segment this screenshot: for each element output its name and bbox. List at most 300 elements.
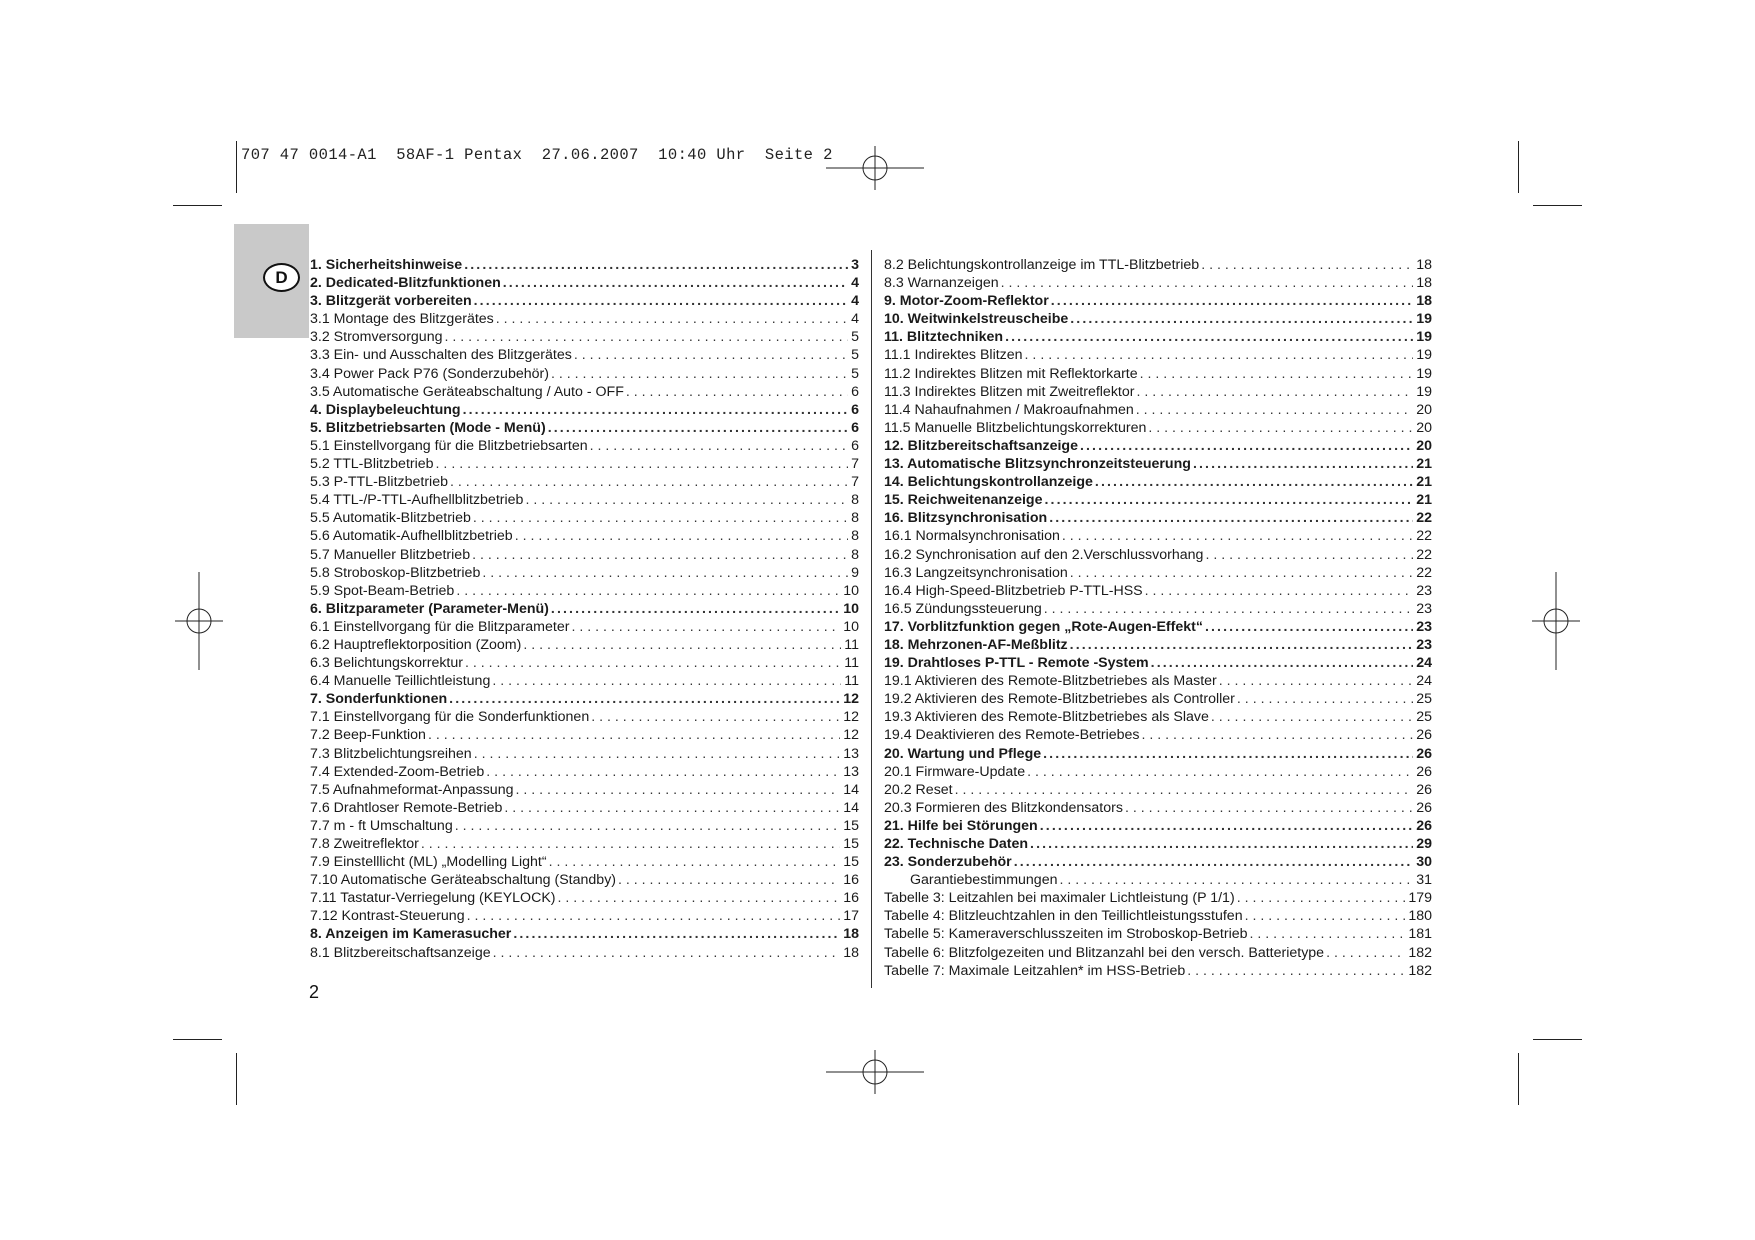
toc-dot-leader (548, 419, 848, 437)
toc-entry-label: 21. Hilfe bei Störungen (884, 817, 1038, 834)
toc-entry-page: 19 (1416, 383, 1432, 400)
toc-dot-leader (473, 509, 848, 527)
toc-entry-label: Tabelle 3: Leitzahlen bei maximaler Lichtleistung (P 1/1) (884, 890, 1235, 907)
toc-entry-label: Tabelle 5: Kameraverschlusszeiten im Stroboskop-Betrieb (884, 926, 1248, 943)
toc-entry-page: 12 (843, 691, 859, 708)
toc-entry-page: 18 (1416, 257, 1432, 273)
toc-entry[interactable] (884, 853, 1432, 871)
language-badge: D (263, 263, 300, 292)
toc-entry-label: 5.8 Stroboskop-Blitzbetrieb (310, 564, 481, 581)
toc-entry-page: 17 (843, 908, 859, 925)
toc-entry-label: 6.3 Belichtungskorrektur (310, 655, 463, 672)
toc-entry-page: 8 (851, 492, 859, 509)
toc-entry-label: 8.3 Warnanzeigen (884, 275, 999, 292)
toc-entry[interactable] (884, 618, 1432, 636)
toc-entry[interactable] (310, 835, 859, 853)
toc-entry[interactable] (310, 654, 859, 672)
toc-entry[interactable] (310, 310, 859, 328)
toc-dot-leader (463, 401, 849, 419)
toc-entry-label: 11.3 Indirektes Blitzen mit Zweitreflektor (884, 383, 1135, 400)
toc-entry[interactable] (310, 781, 859, 799)
toc-dot-leader (504, 799, 840, 817)
toc-entry-page: 25 (1416, 691, 1432, 708)
toc-entry-page: 8 (851, 528, 859, 545)
toc-entry-label: 5.1 Einstellvorgang für die Blitzbetriebsarten (310, 437, 588, 454)
toc-entry-label: 11.5 Manuelle Blitzbelichtungskorrekturen (884, 419, 1147, 436)
print-slug: 707 47 0014-A1 58AF-1 Pentax 27.06.2007 10:40 Uhr Seite 2 (241, 146, 833, 164)
toc-entry-page: 5 (851, 365, 859, 382)
toc-dot-leader (1030, 835, 1413, 853)
toc-entry-page: 19 (1416, 365, 1432, 382)
toc-entry[interactable] (310, 944, 859, 962)
toc-entry-page: 22 (1416, 510, 1432, 527)
toc-entry-page: 15 (843, 817, 859, 834)
toc-entry-page: 10 (843, 582, 859, 599)
toc-dot-leader (421, 835, 840, 853)
toc-dot-leader (1245, 907, 1406, 925)
toc-entry[interactable] (884, 383, 1432, 401)
toc-entry[interactable] (310, 564, 859, 582)
toc-entry-page: 11 (844, 673, 859, 690)
toc-entry[interactable] (884, 437, 1432, 455)
toc-entry-page: 20 (1416, 437, 1432, 454)
toc-entry-page: 26 (1416, 727, 1432, 744)
toc-entry[interactable] (884, 328, 1432, 346)
toc-entry-label: 8.2 Belichtungskontrollanzeige im TTL-Blitzbetrieb (884, 257, 1200, 273)
toc-entry-label: 11. Blitztechniken (884, 329, 1004, 346)
toc-dot-leader (1145, 582, 1414, 600)
toc-entry-label: 3.1 Montage des Blitzgerätes (310, 311, 494, 328)
toc-entry-label: 20. Wartung und Pflege (884, 745, 1042, 762)
toc-entry-page: 11 (844, 655, 859, 672)
registration-mark-top (826, 146, 924, 190)
toc-entry-page: 26 (1416, 763, 1432, 780)
toc-entry[interactable] (310, 346, 859, 364)
toc-entry-label: 12. Blitzbereitschaftsanzeige (884, 437, 1078, 454)
toc-entry-page: 13 (843, 745, 859, 762)
toc-entry[interactable] (310, 419, 859, 437)
toc-entry[interactable] (310, 726, 859, 744)
toc-entry-label: Tabelle 6: Blitzfolgezeiten und Blitzanzahl bei den versch. Batterietype (884, 944, 1325, 961)
toc-entry-label: 3. Blitzgerät vorbereiten (310, 293, 472, 310)
toc-entry-page: 26 (1416, 781, 1432, 798)
toc-entry-page: 7 (851, 456, 859, 473)
toc-dot-leader (474, 745, 841, 763)
toc-dot-leader (467, 907, 841, 925)
toc-entry[interactable] (884, 256, 1432, 274)
toc-entry-page: 21 (1416, 492, 1432, 509)
toc-dot-leader (455, 817, 841, 835)
registration-mark-right (1532, 572, 1580, 670)
toc-entry-page: 180 (1408, 908, 1432, 925)
toc-entry-label: 5.9 Spot-Beam-Betrieb (310, 582, 455, 599)
toc-dot-leader (1187, 962, 1405, 980)
toc-entry-page: 20 (1416, 401, 1432, 418)
toc-entry-page: 18 (1416, 293, 1432, 310)
toc-entry[interactable] (884, 708, 1432, 726)
toc-entry-page: 181 (1408, 926, 1432, 943)
toc-entry[interactable] (884, 491, 1432, 509)
toc-entry-label: Tabelle 4: Blitzleuchtzahlen in den Teillichtleistungsstufen (884, 908, 1243, 925)
toc-dot-leader (1326, 944, 1405, 962)
toc-dot-leader (549, 853, 841, 871)
toc-entry-page: 4 (851, 311, 859, 328)
toc-entry-page: 18 (843, 926, 859, 943)
toc-entry-page: 26 (1416, 817, 1432, 834)
toc-dot-leader (428, 726, 840, 744)
toc-entry-label: 3.3 Ein- und Ausschalten des Blitzgerätes (310, 347, 572, 364)
toc-entry-label: 7.11 Tastatur-Verriegelung (KEYLOCK) (310, 890, 556, 907)
toc-entry-label: 5. Blitzbetriebsarten (Mode - Menü) (310, 419, 546, 436)
toc-dot-leader (492, 672, 841, 690)
toc-entry-page: 179 (1408, 890, 1432, 907)
toc-entry-page: 5 (851, 329, 859, 346)
toc-dot-leader (1125, 799, 1413, 817)
toc-entry-page: 14 (843, 799, 859, 816)
toc-entry[interactable] (310, 799, 859, 817)
toc-entry-page: 15 (843, 836, 859, 852)
toc-entry[interactable] (310, 491, 859, 509)
registration-mark-left (175, 572, 223, 670)
toc-entry[interactable] (884, 365, 1432, 383)
toc-entry-label: 13. Automatische Blitzsynchronzeitsteuerung (884, 456, 1191, 473)
toc-entry[interactable] (310, 889, 859, 907)
toc-entry[interactable] (884, 907, 1432, 925)
toc-dot-leader (1211, 708, 1413, 726)
toc-dot-leader (1237, 690, 1413, 708)
toc-entry-label: 7.8 Zweitreflektor (310, 836, 419, 852)
toc-entry[interactable] (310, 745, 859, 763)
toc-entry-page: 16 (843, 872, 859, 889)
toc-entry[interactable] (310, 871, 859, 889)
toc-entry[interactable] (884, 546, 1432, 564)
toc-entry-label: 5.6 Automatik-Aufhellblitzbetrieb (310, 528, 513, 545)
toc-dot-leader (1005, 328, 1413, 346)
toc-dot-leader (444, 328, 848, 346)
toc-entry-label: 16.3 Langzeitsynchronisation (884, 564, 1068, 581)
toc-entry-page: 22 (1416, 546, 1432, 563)
toc-entry-label: 3.4 Power Pack P76 (Sonderzubehör) (310, 365, 549, 382)
toc-entry-page: 22 (1416, 528, 1432, 545)
toc-entry-label: 7.9 Einstelllicht (ML) „Modelling Light“ (310, 854, 547, 871)
toc-dot-leader (493, 944, 841, 962)
toc-entry-label: 7.12 Kontrast-Steuerung (310, 908, 465, 925)
toc-entry-label: 5.4 TTL-/P-TTL-Aufhellblitzbetrieb (310, 492, 524, 509)
toc-entry-page: 182 (1408, 962, 1432, 979)
toc-dot-leader (1142, 726, 1414, 744)
toc-entry[interactable] (310, 618, 859, 636)
toc-entry[interactable] (310, 527, 859, 545)
toc-entry-page: 31 (1416, 872, 1432, 889)
toc-dot-leader (1219, 672, 1413, 690)
toc-entry-page: 14 (843, 781, 859, 798)
toc-entry[interactable] (310, 600, 859, 618)
toc-entry-page: 12 (843, 709, 859, 726)
toc-dot-leader (1205, 618, 1413, 636)
toc-entry[interactable] (310, 274, 859, 292)
toc-entry-label: 19. Drahtloses P-TTL - Remote -System (884, 655, 1149, 672)
toc-entry[interactable] (310, 636, 859, 654)
toc-dot-leader (571, 618, 840, 636)
toc-entry-label: 5.5 Automatik-Blitzbetrieb (310, 510, 471, 527)
toc-entry-page: 13 (843, 763, 859, 780)
toc-entry-page: 10 (843, 618, 859, 635)
toc-dot-leader (1070, 310, 1413, 328)
toc-entry-page: 8 (851, 510, 859, 527)
toc-entry-page: 24 (1416, 655, 1432, 672)
toc-entry-label: 6. Blitzparameter (Parameter-Menü) (310, 600, 549, 617)
toc-entry-page: 23 (1416, 582, 1432, 599)
toc-entry[interactable] (884, 763, 1432, 781)
toc-entry-page: 6 (851, 437, 859, 454)
toc-entry[interactable] (884, 509, 1432, 527)
toc-entry[interactable] (884, 401, 1432, 419)
toc-entry-page: 19 (1416, 347, 1432, 364)
toc-dot-leader (574, 346, 848, 364)
toc-entry-page: 19 (1416, 311, 1432, 328)
toc-entry-label: 7.2 Beep-Funktion (310, 727, 426, 744)
toc-entry-page: 15 (843, 854, 859, 871)
toc-dot-leader (449, 690, 840, 708)
page-number: 2 (309, 982, 320, 1002)
toc-entry-label: 8. Anzeigen im Kamerasucher (310, 926, 512, 943)
toc-entry[interactable] (884, 600, 1432, 618)
toc-entry[interactable] (310, 690, 859, 708)
toc-dot-leader (1059, 871, 1413, 889)
toc-entry[interactable] (884, 871, 1432, 889)
toc-entry[interactable] (310, 708, 859, 726)
toc-dot-leader (1001, 274, 1414, 292)
toc-entry-page: 26 (1416, 799, 1432, 816)
toc-entry-label: 16.2 Synchronisation auf den 2.Verschlussvorhang (884, 546, 1204, 563)
toc-dot-leader (1201, 256, 1413, 274)
toc-entry-page: 6 (851, 419, 859, 436)
toc-dot-leader (1051, 292, 1413, 310)
toc-entry-label: 9. Motor-Zoom-Reflektor (884, 293, 1049, 310)
toc-entry-label: 7.7 m - ft Umschaltung (310, 817, 453, 834)
toc-dot-leader (1044, 600, 1413, 618)
toc-entry[interactable] (310, 546, 859, 564)
toc-entry[interactable] (884, 473, 1432, 491)
toc-dot-leader (456, 582, 840, 600)
toc-entry[interactable] (884, 564, 1432, 582)
toc-dot-leader (450, 473, 848, 491)
toc-entry-label: 7.1 Einstellvorgang für die Sonderfunktionen (310, 709, 590, 726)
toc-entry[interactable] (310, 292, 859, 310)
toc-entry-page: 6 (851, 383, 859, 400)
toc-entry[interactable] (884, 636, 1432, 654)
toc-entry[interactable] (884, 346, 1432, 364)
toc-dot-leader (551, 600, 840, 618)
toc-dot-leader (1043, 745, 1413, 763)
toc-entry-label: 20.2 Reset (884, 781, 953, 798)
toc-entry-page: 9 (851, 564, 859, 581)
toc-entry[interactable] (310, 853, 859, 871)
toc-entry-label: 7.10 Automatische Geräteabschaltung (Standby) (310, 872, 617, 889)
toc-entry-label: 1. Sicherheitshinweise (310, 257, 463, 273)
toc-entry-label: 11.1 Indirektes Blitzen (884, 347, 1023, 364)
toc-entry-label: 8.1 Blitzbereitschaftsanzeige (310, 944, 491, 961)
toc-entry-label: 14. Belichtungskontrollanzeige (884, 474, 1093, 491)
toc-entry[interactable] (884, 690, 1432, 708)
toc-entry-page: 7 (851, 474, 859, 491)
toc-entry-page: 23 (1416, 600, 1432, 617)
toc-entry-label: 7.3 Blitzbelichtungsreihen (310, 745, 472, 762)
toc-entry[interactable] (884, 292, 1432, 310)
toc-entry-page: 5 (851, 347, 859, 364)
toc-entry[interactable] (884, 582, 1432, 600)
toc-dot-leader (496, 310, 848, 328)
toc-entry[interactable] (884, 274, 1432, 292)
toc-entry-page: 3 (851, 257, 859, 273)
toc-entry-page: 21 (1416, 474, 1432, 491)
toc-entry[interactable] (884, 781, 1432, 799)
toc-entry[interactable] (884, 654, 1432, 672)
toc-dot-leader (1049, 509, 1413, 527)
toc-dot-leader (1040, 817, 1413, 835)
toc-entry[interactable] (884, 889, 1432, 907)
toc-dot-leader (486, 763, 840, 781)
toc-entry[interactable] (884, 726, 1432, 744)
toc-entry[interactable] (310, 328, 859, 346)
toc-dot-leader (558, 889, 841, 907)
toc-entry[interactable] (310, 365, 859, 383)
toc-entry[interactable] (310, 401, 859, 419)
toc-dot-leader (472, 546, 848, 564)
toc-entry-label: 5.7 Manueller Blitzbetrieb (310, 546, 471, 563)
toc-entry-page: 22 (1416, 564, 1432, 581)
toc-dot-leader (1148, 419, 1413, 437)
toc-entry[interactable] (310, 582, 859, 600)
toc-entry-label: 6.1 Einstellvorgang für die Blitzparameter (310, 618, 570, 635)
toc-dot-leader (1140, 365, 1414, 383)
toc-entry[interactable] (884, 835, 1432, 853)
toc-dot-leader (465, 654, 841, 672)
toc-entry-page: 26 (1416, 745, 1432, 762)
toc-entry-label: 6.2 Hauptreflektorposition (Zoom) (310, 636, 522, 653)
toc-entry-label: 5.3 P-TTL-Blitzbetrieb (310, 474, 448, 491)
toc-entry-page: 24 (1416, 673, 1432, 690)
toc-entry-label: 3.2 Stromversorgung (310, 329, 443, 346)
toc-dot-leader (464, 256, 848, 274)
toc-entry-label: 19.4 Deaktivieren des Remote-Betriebes (884, 727, 1140, 744)
toc-dot-leader (1095, 473, 1413, 491)
column-divider (871, 250, 872, 988)
toc-entry-page: 18 (1416, 275, 1432, 292)
toc-dot-leader (955, 781, 1414, 799)
toc-dot-leader (1025, 346, 1414, 364)
toc-dot-leader (474, 292, 848, 310)
toc-entry-page: 18 (843, 944, 859, 961)
toc-dot-leader (1027, 763, 1413, 781)
toc-entry[interactable] (310, 925, 859, 943)
toc-entry-label: 20.3 Formieren des Blitzkondensators (884, 799, 1123, 816)
toc-entry-page: 16 (843, 890, 859, 907)
toc-entry[interactable] (884, 745, 1432, 763)
toc-entry[interactable] (310, 473, 859, 491)
toc-dot-leader (515, 527, 848, 545)
toc-entry[interactable] (884, 925, 1432, 943)
toc-entry[interactable] (310, 763, 859, 781)
toc-entry[interactable] (884, 527, 1432, 545)
toc-entry-label: 18. Mehrzonen-AF-Meßblitz (884, 636, 1068, 653)
toc-entry-page: 30 (1416, 854, 1432, 871)
toc-entry-label: 4. Displaybeleuchtung (310, 401, 461, 418)
toc-entry-label: 19.1 Aktivieren des Remote-Blitzbetriebes als Master (884, 673, 1217, 690)
toc-entry-page: 29 (1416, 836, 1432, 852)
toc-entry-label: 19.2 Aktivieren des Remote-Blitzbetriebes als Controller (884, 691, 1235, 708)
toc-dot-leader (525, 491, 848, 509)
toc-entry-label: 7.4 Extended-Zoom-Betrieb (310, 763, 485, 780)
toc-entry-page: 8 (851, 546, 859, 563)
toc-dot-leader (618, 871, 840, 889)
toc-entry[interactable] (310, 437, 859, 455)
toc-entry-label: 3.5 Automatische Geräteabschaltung / Auto - OFF (310, 383, 624, 400)
toc-entry-page: 23 (1416, 618, 1432, 635)
toc-entry-page: 4 (851, 293, 859, 310)
toc-entry[interactable] (310, 672, 859, 690)
toc-dot-leader (551, 365, 848, 383)
toc-entry-label: 6.4 Manuelle Teillichtleistung (310, 673, 491, 690)
toc-entry[interactable] (884, 799, 1432, 817)
toc-right-column (884, 256, 1432, 980)
toc-entry-label: 16.5 Zündungssteuerung (884, 600, 1042, 617)
toc-dot-leader (1151, 654, 1414, 672)
toc-entry-page: 182 (1408, 944, 1432, 961)
toc-dot-leader (1205, 546, 1413, 564)
toc-entry-label: 2. Dedicated-Blitzfunktionen (310, 275, 501, 292)
toc-entry[interactable] (884, 817, 1432, 835)
toc-entry[interactable] (310, 817, 859, 835)
toc-entry[interactable] (884, 962, 1432, 980)
toc-entry[interactable] (310, 383, 859, 401)
toc-dot-leader (1062, 527, 1413, 545)
toc-entry-page: 23 (1416, 636, 1432, 653)
toc-entry-page: 6 (851, 401, 859, 418)
toc-entry[interactable] (884, 455, 1432, 473)
toc-dot-leader (503, 274, 848, 292)
toc-entry-page: 4 (851, 275, 859, 292)
toc-left-column (310, 256, 859, 962)
toc-dot-leader (1080, 437, 1413, 455)
toc-entry[interactable] (310, 907, 859, 925)
toc-entry-label: 15. Reichweitenanzeige (884, 492, 1043, 509)
toc-dot-leader (523, 636, 841, 654)
toc-dot-leader (515, 781, 840, 799)
toc-entry-label: 5.2 TTL-Blitzbetrieb (310, 456, 434, 473)
toc-dot-leader (1014, 853, 1414, 871)
toc-entry-label: 7.6 Drahtloser Remote-Betrieb (310, 799, 503, 816)
toc-dot-leader (436, 455, 849, 473)
toc-dot-leader (590, 437, 849, 455)
toc-entry[interactable] (310, 455, 859, 473)
toc-dot-leader (591, 708, 840, 726)
toc-entry[interactable] (884, 419, 1432, 437)
toc-dot-leader (1045, 491, 1414, 509)
toc-entry[interactable] (884, 672, 1432, 690)
toc-entry[interactable] (884, 944, 1432, 962)
toc-entry[interactable] (884, 310, 1432, 328)
toc-entry-page: 21 (1416, 456, 1432, 473)
toc-entry[interactable] (310, 256, 859, 274)
toc-entry-page: 25 (1416, 709, 1432, 726)
toc-dot-leader (626, 383, 848, 401)
toc-entry-page: 12 (843, 727, 859, 744)
registration-mark-bottom (826, 1050, 924, 1094)
toc-entry-label: 17. Vorblitzfunktion gegen „Rote-Augen-Effekt“ (884, 618, 1203, 635)
toc-entry[interactable] (310, 509, 859, 527)
toc-entry-label: 11.2 Indirektes Blitzen mit Reflektorkarte (884, 365, 1138, 382)
